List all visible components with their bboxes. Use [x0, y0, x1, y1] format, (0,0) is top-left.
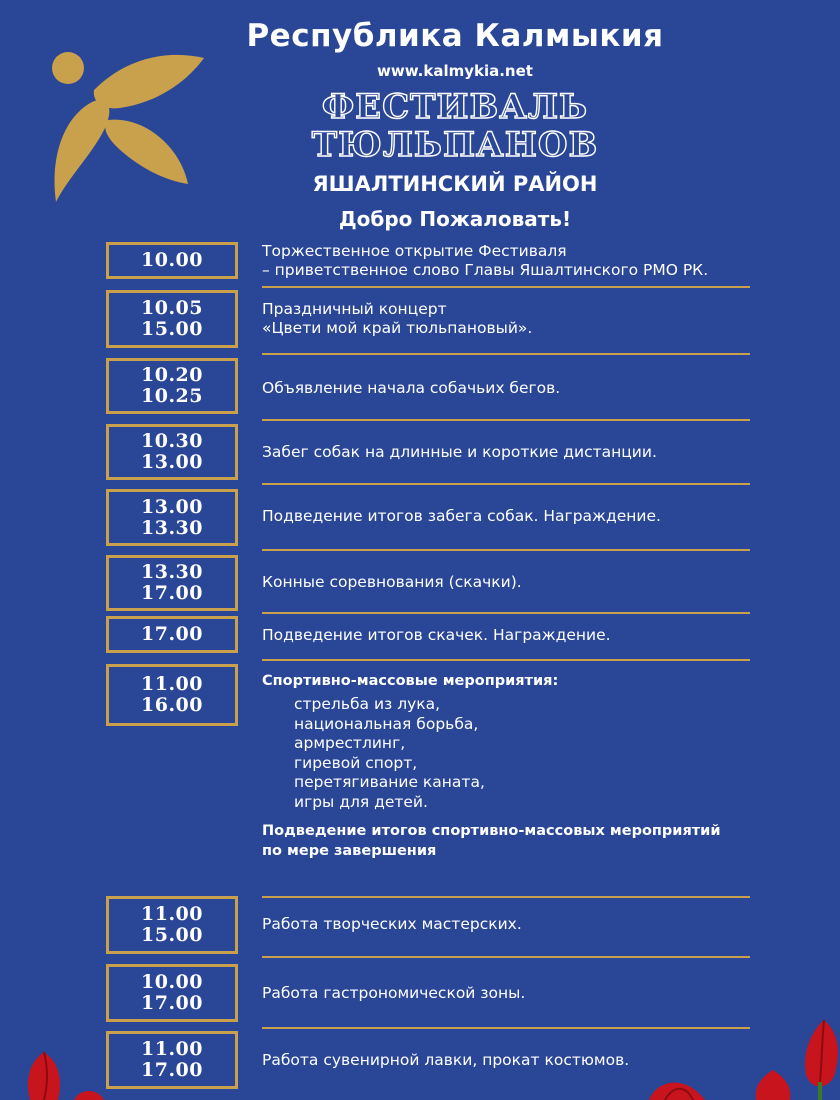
list-item: национальная борьба, — [294, 714, 479, 733]
time-box — [106, 242, 238, 279]
website-url[interactable]: www.kalmykia.net — [377, 62, 533, 80]
tulip-icon — [72, 1086, 106, 1100]
tulip-icon — [752, 1068, 794, 1100]
logo-dot — [52, 52, 84, 84]
list-item: гиревой спорт, — [294, 753, 418, 772]
time-box — [106, 1031, 238, 1089]
divider — [262, 659, 750, 661]
event-description — [262, 570, 762, 594]
time-end: 17.00 — [141, 582, 203, 604]
event-description — [262, 298, 762, 340]
event-description — [262, 504, 762, 528]
time-end: 17.00 — [141, 1059, 203, 1081]
list-item: игры для детей. — [294, 792, 428, 811]
sports-title: Спортивно-массовые мероприятия: — [262, 673, 559, 689]
tulip-icon — [800, 1018, 840, 1100]
divider — [262, 353, 750, 355]
event-description — [262, 440, 762, 464]
sports-footer — [262, 821, 802, 861]
time-box — [106, 290, 238, 348]
event-line: Работа гастрономической зоны. — [262, 983, 526, 1002]
event-description — [262, 981, 762, 1005]
time-start: 10.00 — [141, 971, 203, 993]
sports-footer-line: по мере завершения — [262, 843, 437, 859]
event-line: Подведение итогов забега собак. Награждение. — [262, 506, 661, 525]
divider — [262, 956, 750, 958]
tulip-icon — [20, 1050, 68, 1100]
event-line: Работа творческих мастерских. — [262, 914, 522, 933]
time-end: 15.00 — [141, 318, 203, 340]
sports-footer-line: Подведение итогов спортивно-массовых мероприятий — [262, 823, 721, 839]
region-title: Республика Калмыкия — [246, 18, 664, 54]
time-box — [106, 964, 238, 1022]
divider — [262, 419, 750, 421]
district-title: ЯШАЛТИНСКИЙ РАЙОН — [312, 172, 598, 196]
event-description — [262, 623, 762, 647]
divider — [262, 896, 750, 898]
time-end: 13.00 — [141, 451, 203, 473]
divider — [262, 483, 750, 485]
time-end: 13.30 — [141, 516, 203, 539]
time-end: 10.25 — [141, 385, 203, 407]
time-start: 10.30 — [141, 430, 203, 452]
time-box — [106, 489, 238, 546]
event-line: Праздничный концерт — [262, 300, 447, 318]
time-box — [106, 896, 238, 954]
time-box — [106, 616, 238, 653]
time-start: 10.00 — [141, 249, 203, 271]
festival-title — [150, 88, 760, 164]
divider — [262, 612, 750, 614]
divider — [262, 549, 750, 551]
time-start: 17.00 — [141, 623, 203, 645]
event-line: Конные соревнования (скачки). — [262, 572, 522, 591]
list-item: стрельба из лука, — [294, 695, 441, 713]
festival-title-line2: ТЮЛЬПАНОВ — [311, 125, 599, 165]
event-line: Работа сувенирной лавки, прокат костюмов. — [262, 1050, 630, 1069]
event-line: Подведение итогов скачек. Награждение. — [262, 625, 611, 644]
list-item: перетягивание каната, — [294, 773, 485, 791]
time-start: 10.20 — [141, 364, 203, 386]
welcome-text: Добро Пожаловать! — [338, 207, 572, 231]
time-start: 11.00 — [141, 673, 203, 695]
event-line: Забег собак на длинные и короткие дистанции. — [262, 442, 657, 461]
list-item: армрестлинг, — [294, 734, 406, 752]
event-description — [262, 1048, 762, 1072]
logo-stem — [55, 100, 110, 202]
time-box — [106, 664, 238, 726]
time-start: 13.30 — [141, 561, 203, 583]
festival-title-line1: ФЕСТИВАЛЬ — [321, 87, 589, 127]
time-box — [106, 555, 238, 611]
time-start: 11.00 — [141, 1038, 203, 1060]
event-description — [262, 376, 762, 400]
event-description — [262, 240, 762, 282]
time-start: 10.05 — [141, 297, 203, 319]
event-line: Торжественное открытие Фестиваля — [262, 242, 567, 260]
time-start: 11.00 — [141, 903, 203, 925]
time-box — [106, 358, 238, 414]
sports-list — [294, 695, 485, 812]
divider — [262, 1027, 750, 1029]
event-description — [262, 912, 762, 936]
event-line: – приветственное слово Главы Яшалтинского РМО РК. — [262, 261, 709, 279]
time-box — [106, 424, 238, 480]
tulip-icon — [645, 1074, 709, 1100]
event-line: Объявление начала собачьих бегов. — [262, 378, 561, 397]
time-end: 16.00 — [141, 694, 203, 716]
divider — [262, 286, 750, 288]
time-end: 15.00 — [141, 924, 203, 946]
event-line: «Цвети мой край тюльпановый». — [262, 319, 533, 337]
time-start: 13.00 — [141, 495, 203, 518]
time-end: 17.00 — [141, 992, 203, 1014]
